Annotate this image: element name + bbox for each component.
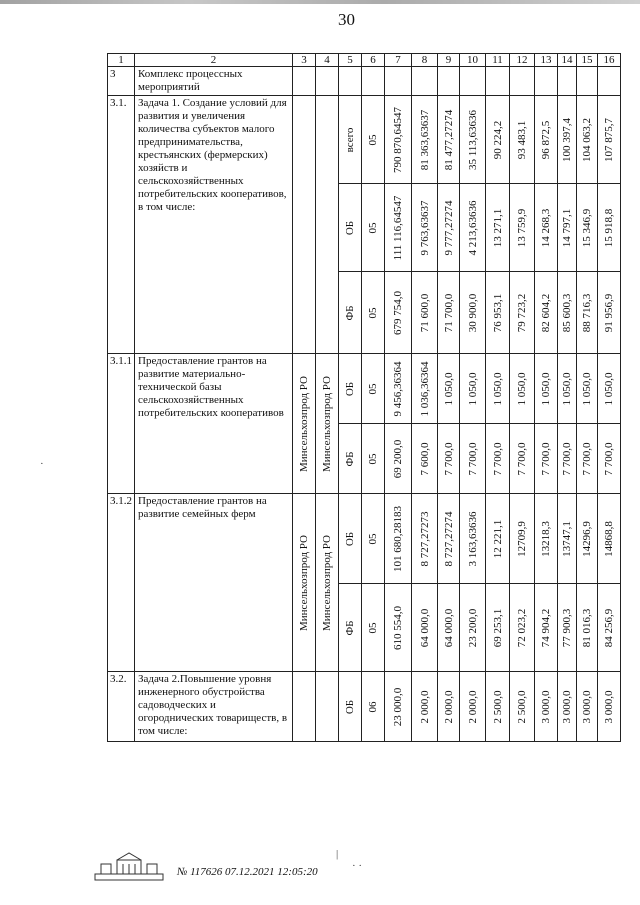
value-cell xyxy=(460,96,486,184)
value-cell-text: 7 700,0 xyxy=(516,442,528,475)
value-cell xyxy=(577,272,598,354)
code-cell xyxy=(362,494,385,584)
value-cell xyxy=(577,672,598,742)
value-cell xyxy=(385,96,412,184)
value-cell xyxy=(486,96,510,184)
value-cell xyxy=(486,672,510,742)
value-cell xyxy=(460,494,486,584)
scan-mark: | xyxy=(336,848,339,860)
value-cell xyxy=(577,354,598,424)
value-cell-text: 13218,3 xyxy=(540,520,552,557)
empty-cell xyxy=(486,67,510,96)
registration-stamp: № 117626 07.12.2021 12:05:20 xyxy=(177,866,318,878)
value-cell-text: 111 116,64547 xyxy=(392,195,404,260)
funding-source-cell xyxy=(339,354,362,424)
value-cell-text: 14296,9 xyxy=(581,520,593,557)
value-cell xyxy=(510,272,535,354)
value-cell xyxy=(438,672,460,742)
value-cell xyxy=(438,96,460,184)
header-cell: 2 xyxy=(135,54,293,67)
value-cell xyxy=(535,672,558,742)
value-cell-text: 1 050,0 xyxy=(581,372,593,405)
value-cell xyxy=(535,354,558,424)
value-cell xyxy=(558,354,577,424)
value-cell-text: 13747,1 xyxy=(561,520,573,557)
header-cell: 10 xyxy=(460,54,486,67)
empty-cell xyxy=(316,672,339,742)
row-number: 3 xyxy=(108,67,135,96)
value-cell xyxy=(535,96,558,184)
value-cell xyxy=(438,272,460,354)
value-cell xyxy=(598,354,621,424)
value-cell xyxy=(510,672,535,742)
value-cell-text: 84 256,9 xyxy=(603,608,615,647)
value-cell xyxy=(535,184,558,272)
value-cell-text: 81 477,27274 xyxy=(442,109,455,170)
header-cell: 15 xyxy=(577,54,598,67)
value-cell-text: 14 268,3 xyxy=(540,208,552,247)
value-cell-text: 9 456,36364 xyxy=(392,361,404,416)
value-cell-text: 15 918,8 xyxy=(603,208,615,247)
value-cell-text: 2 500,0 xyxy=(516,690,528,723)
funding-source-cell xyxy=(339,494,362,584)
value-cell xyxy=(385,424,412,494)
value-cell-text: 1 050,0 xyxy=(561,372,573,405)
value-cell-text: 88 716,3 xyxy=(581,293,593,332)
header-cell: 11 xyxy=(486,54,510,67)
value-cell-text: 91 956,9 xyxy=(603,293,615,332)
value-cell xyxy=(412,584,438,672)
value-cell-text: 107 875,7 xyxy=(603,117,615,162)
value-cell xyxy=(412,494,438,584)
empty-cell xyxy=(362,67,385,96)
value-cell-text: 1 036,36364 xyxy=(418,361,431,416)
row-number: 3.1.2 xyxy=(108,494,135,672)
value-cell-text: 30 900,0 xyxy=(466,293,479,332)
value-cell-text: 3 163,63636 xyxy=(466,511,479,566)
value-cell-text: 72 023,2 xyxy=(516,608,528,647)
value-cell xyxy=(438,184,460,272)
value-cell xyxy=(598,96,621,184)
value-cell xyxy=(558,96,577,184)
value-cell xyxy=(460,272,486,354)
value-cell-text: 3 000,0 xyxy=(603,690,615,723)
value-cell-text: 93 483,1 xyxy=(516,120,528,159)
value-cell xyxy=(486,272,510,354)
funding-source-cell-text: ФБ xyxy=(344,450,356,467)
empty-cell xyxy=(438,67,460,96)
value-cell xyxy=(577,184,598,272)
empty-cell xyxy=(293,96,316,354)
value-cell-text: 7 600,0 xyxy=(418,442,431,475)
value-cell xyxy=(510,184,535,272)
value-cell xyxy=(385,354,412,424)
value-cell xyxy=(558,272,577,354)
value-cell-text: 35 113,63636 xyxy=(466,109,479,170)
value-cell xyxy=(535,494,558,584)
empty-cell xyxy=(535,67,558,96)
value-cell-text: 81 016,3 xyxy=(581,608,593,647)
header-cell: 14 xyxy=(558,54,577,67)
code-cell xyxy=(362,96,385,184)
funding-source-cell xyxy=(339,96,362,184)
value-cell xyxy=(577,494,598,584)
value-cell-text: 9 763,63637 xyxy=(418,200,431,255)
header-cell: 4 xyxy=(316,54,339,67)
code-cell-text: 05 xyxy=(367,622,379,633)
value-cell xyxy=(510,424,535,494)
value-cell-text: 71 700,0 xyxy=(442,293,455,332)
emblem-logo xyxy=(93,852,165,882)
value-cell-text: 23 000,0 xyxy=(392,687,404,726)
value-cell xyxy=(510,96,535,184)
budget-table xyxy=(107,53,621,742)
value-cell xyxy=(460,584,486,672)
value-cell xyxy=(385,184,412,272)
value-cell xyxy=(438,354,460,424)
value-cell-text: 7 700,0 xyxy=(491,442,504,475)
funding-source-cell xyxy=(339,584,362,672)
value-cell xyxy=(510,584,535,672)
value-cell xyxy=(486,584,510,672)
value-cell xyxy=(486,494,510,584)
value-cell xyxy=(438,424,460,494)
funding-source-cell xyxy=(339,424,362,494)
value-cell xyxy=(598,272,621,354)
row-name: Задача 2.Повышение уровня инженерного обустройства садоводческих и огороднических товариществ, в том числе: xyxy=(135,672,293,742)
value-cell-text: 3 000,0 xyxy=(581,690,593,723)
value-cell xyxy=(486,184,510,272)
header-cell: 5 xyxy=(339,54,362,67)
value-cell xyxy=(460,424,486,494)
value-cell-text: 3 000,0 xyxy=(540,690,552,723)
row-number: 3.1.1 xyxy=(108,354,135,494)
value-cell-text: 64 000,0 xyxy=(442,608,455,647)
empty-cell xyxy=(598,67,621,96)
empty-cell xyxy=(316,96,339,354)
row-number: 3.2. xyxy=(108,672,135,742)
value-cell-text: 8 727,27273 xyxy=(418,511,431,566)
value-cell xyxy=(460,184,486,272)
page-number: 30 xyxy=(338,10,355,29)
value-cell-text: 1 050,0 xyxy=(442,372,455,405)
value-cell-text: 13 759,9 xyxy=(516,208,528,247)
funding-source-cell-text: ОБ xyxy=(344,381,356,396)
code-cell-text: 05 xyxy=(367,222,379,233)
value-cell-text: 14 797,1 xyxy=(561,208,573,247)
value-cell-text: 2 500,0 xyxy=(491,690,504,723)
code-cell xyxy=(362,354,385,424)
value-cell xyxy=(598,494,621,584)
participant-cell xyxy=(316,354,339,494)
code-cell-text: 05 xyxy=(367,307,379,318)
value-cell xyxy=(412,672,438,742)
funding-source-cell-text: ФБ xyxy=(344,304,356,321)
empty-cell xyxy=(577,67,598,96)
value-cell xyxy=(558,672,577,742)
empty-cell xyxy=(460,67,486,96)
row-name: Задача 1. Создание условий для развития и увеличения количества субъектов малого предпринимательства, крестьянских (фермерских) хозяйств и сельскохозяйственных потребительских кооперативов, в том числе: xyxy=(135,96,293,354)
funding-source-cell-text: ОБ xyxy=(344,220,356,235)
code-cell-text: 05 xyxy=(367,134,379,145)
value-cell-text: 96 872,5 xyxy=(540,120,552,159)
value-cell-text: 1 050,0 xyxy=(603,372,615,405)
value-cell-text: 12709,9 xyxy=(516,520,528,557)
value-cell-text: 610 554,0 xyxy=(392,605,404,650)
code-cell xyxy=(362,672,385,742)
participant-cell-text: Минсельхозпрод РО xyxy=(321,375,333,472)
value-cell xyxy=(558,494,577,584)
value-cell xyxy=(385,494,412,584)
value-cell-text: 69 200,0 xyxy=(392,439,404,478)
header-row xyxy=(108,54,621,67)
empty-cell xyxy=(293,67,316,96)
header-cell: 6 xyxy=(362,54,385,67)
value-cell-text: 2 000,0 xyxy=(442,690,455,723)
value-cell-text: 81 363,63637 xyxy=(418,109,431,170)
empty-cell xyxy=(316,67,339,96)
row-name: Комплекс процессных мероприятий xyxy=(135,67,293,96)
table-row xyxy=(108,494,621,584)
funding-source-cell-text: всего xyxy=(344,127,356,152)
value-cell-text: 7 700,0 xyxy=(561,442,573,475)
value-cell xyxy=(412,272,438,354)
code-cell xyxy=(362,424,385,494)
funding-source-cell xyxy=(339,184,362,272)
row-number: 3.1. xyxy=(108,96,135,354)
value-cell xyxy=(412,96,438,184)
header-cell: 3 xyxy=(293,54,316,67)
empty-cell xyxy=(558,67,577,96)
value-cell xyxy=(558,184,577,272)
empty-cell xyxy=(293,672,316,742)
executor-cell xyxy=(293,494,316,672)
header-cell: 9 xyxy=(438,54,460,67)
value-cell xyxy=(510,494,535,584)
value-cell xyxy=(535,584,558,672)
executor-cell-text: Минсельхозпрод РО xyxy=(298,375,310,472)
value-cell-text: 1 050,0 xyxy=(516,372,528,405)
value-cell xyxy=(577,424,598,494)
value-cell xyxy=(460,354,486,424)
value-cell xyxy=(535,272,558,354)
executor-cell xyxy=(293,354,316,494)
value-cell-text: 4 213,63636 xyxy=(466,200,479,255)
value-cell-text: 790 870,64547 xyxy=(392,106,404,173)
value-cell-text: 69 253,1 xyxy=(491,608,504,647)
value-cell-text: 1 050,0 xyxy=(466,372,479,405)
empty-cell xyxy=(412,67,438,96)
value-cell xyxy=(412,354,438,424)
value-cell xyxy=(385,672,412,742)
value-cell-text: 3 000,0 xyxy=(561,690,573,723)
code-cell-text: 05 xyxy=(367,383,379,394)
value-cell-text: 7 700,0 xyxy=(442,442,455,475)
value-cell-text: 7 700,0 xyxy=(466,442,479,475)
code-cell xyxy=(362,184,385,272)
funding-source-cell-text: ОБ xyxy=(344,531,356,546)
participant-cell xyxy=(316,494,339,672)
value-cell-text: 64 000,0 xyxy=(418,608,431,647)
value-cell-text: 9 777,27274 xyxy=(442,200,455,255)
value-cell xyxy=(510,354,535,424)
table-row xyxy=(108,96,621,184)
funding-source-cell-text: ФБ xyxy=(344,619,356,636)
value-cell-text: 8 727,27274 xyxy=(442,511,455,566)
value-cell-text: 7 700,0 xyxy=(581,442,593,475)
value-cell xyxy=(385,584,412,672)
header-cell: 12 xyxy=(510,54,535,67)
value-cell-text: 90 224,2 xyxy=(491,120,504,159)
value-cell xyxy=(535,424,558,494)
header-cell: 16 xyxy=(598,54,621,67)
header-cell: 8 xyxy=(412,54,438,67)
value-cell xyxy=(598,424,621,494)
value-cell xyxy=(577,96,598,184)
row-name: Предоставление грантов на развитие материально-технической базы сельскохозяйственных потребительских кооперативов xyxy=(135,354,293,494)
scan-mark: · xyxy=(40,458,44,470)
empty-cell xyxy=(510,67,535,96)
empty-cell xyxy=(385,67,412,96)
value-cell-text: 1 050,0 xyxy=(540,372,552,405)
value-cell-text: 14868,8 xyxy=(603,520,615,557)
code-cell-text: 05 xyxy=(367,533,379,544)
value-cell xyxy=(598,672,621,742)
value-cell xyxy=(486,354,510,424)
table-row xyxy=(108,67,621,96)
row-name: Предоставление грантов на развитие семейных ферм xyxy=(135,494,293,672)
value-cell-text: 15 346,9 xyxy=(581,208,593,247)
table-row xyxy=(108,672,621,742)
table-row xyxy=(108,354,621,424)
funding-source-cell xyxy=(339,272,362,354)
value-cell xyxy=(438,494,460,584)
value-cell-text: 104 063,2 xyxy=(581,117,593,162)
value-cell-text: 7 700,0 xyxy=(603,442,615,475)
executor-cell-text: Минсельхозпрод РО xyxy=(298,534,310,631)
header-cell: 1 xyxy=(108,54,135,67)
value-cell xyxy=(598,184,621,272)
value-cell-text: 76 953,1 xyxy=(491,293,504,332)
value-cell-text: 12 221,1 xyxy=(491,519,504,558)
value-cell xyxy=(412,424,438,494)
value-cell-text: 71 600,0 xyxy=(418,293,431,332)
value-cell xyxy=(385,272,412,354)
code-cell-text: 06 xyxy=(367,701,379,712)
scan-edge-line xyxy=(0,0,640,4)
funding-source-cell xyxy=(339,672,362,742)
value-cell-text: 679 754,0 xyxy=(392,290,404,335)
funding-source-cell-text: ОБ xyxy=(344,699,356,714)
value-cell-text: 23 200,0 xyxy=(466,608,479,647)
scan-mark: · · xyxy=(352,860,363,872)
value-cell xyxy=(598,584,621,672)
value-cell xyxy=(558,424,577,494)
value-cell-text: 1 050,0 xyxy=(491,372,504,405)
value-cell xyxy=(438,584,460,672)
value-cell-text: 100 397,4 xyxy=(561,117,573,162)
value-cell-text: 101 680,28183 xyxy=(392,505,404,572)
value-cell-text: 13 271,1 xyxy=(491,208,504,247)
value-cell-text: 2 000,0 xyxy=(418,690,431,723)
value-cell xyxy=(486,424,510,494)
code-cell xyxy=(362,272,385,354)
value-cell-text: 79 723,2 xyxy=(516,293,528,332)
value-cell-text: 2 000,0 xyxy=(466,690,479,723)
value-cell-text: 82 604,2 xyxy=(540,293,552,332)
value-cell-text: 85 600,3 xyxy=(561,293,573,332)
value-cell xyxy=(577,584,598,672)
value-cell xyxy=(412,184,438,272)
value-cell-text: 7 700,0 xyxy=(540,442,552,475)
empty-cell xyxy=(339,67,362,96)
participant-cell-text: Минсельхозпрод РО xyxy=(321,534,333,631)
code-cell xyxy=(362,584,385,672)
code-cell-text: 05 xyxy=(367,453,379,464)
value-cell-text: 77 900,3 xyxy=(561,608,573,647)
value-cell xyxy=(558,584,577,672)
value-cell xyxy=(460,672,486,742)
value-cell-text: 74 904,2 xyxy=(540,608,552,647)
header-cell: 7 xyxy=(385,54,412,67)
header-cell: 13 xyxy=(535,54,558,67)
